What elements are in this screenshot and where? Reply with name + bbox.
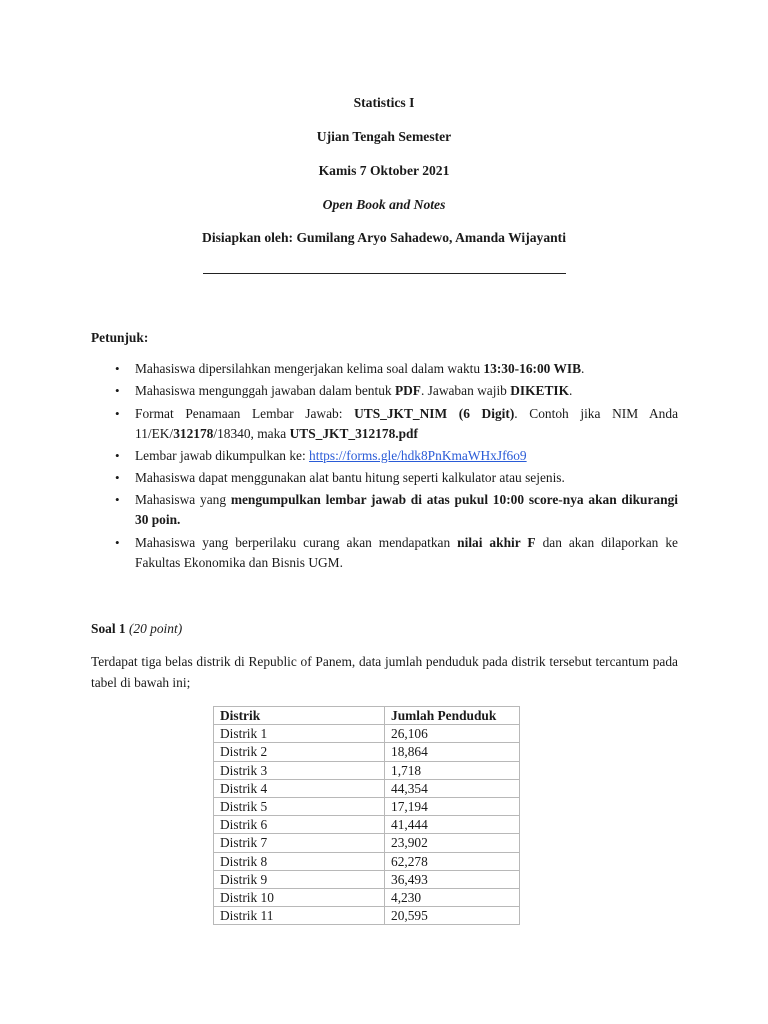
submission-form-link[interactable]: https://forms.gle/hdk8PnKmaWHxJf6o9 — [309, 447, 527, 463]
table-row: Distrik 1 26,106 — [214, 725, 520, 743]
population-table — [213, 706, 520, 925]
table-row: Distrik 10 4,230 — [214, 888, 520, 906]
table-row: Distrik 4 44,354 — [214, 779, 520, 797]
table-row: Distrik 8 62,278 — [214, 852, 520, 870]
table-row: Distrik 7 23,902 — [214, 834, 520, 852]
list-item: • Format Penamaan Lembar Jawab: UTS_JKT_NIM (6 Digit). Contoh jika NIM Anda 11/EK/312178/18340, maka UTS_JKT_312178.pdf — [91, 404, 678, 444]
table-row: Distrik 2 18,864 — [214, 743, 520, 761]
list-item: • Mahasiswa mengunggah jawaban dalam bentuk PDF. Jawaban wajib DIKETIK. — [91, 381, 678, 401]
question-1-points: (20 point) — [128, 621, 183, 636]
question-1-title: Soal 1 (20 point) — [91, 621, 183, 636]
list-item: • Mahasiswa yang mengumpulkan lembar jawab di atas pukul 10:00 score-nya akan dikurangi 30 poin. — [91, 490, 678, 530]
list-item: • Mahasiswa yang berperilaku curang akan mendapatkan nilai akhir F dan akan dilaporkan ke Fakultas Ekonomika dan Bisnis UGM. — [91, 533, 678, 573]
list-item: • Mahasiswa dipersilahkan mengerjakan kelima soal dalam waktu 13:30-16:00 WIB. — [91, 359, 678, 379]
table-row: Distrik 3 1,718 — [214, 761, 520, 779]
instructions-list — [91, 359, 678, 575]
table-row: Distrik 11 20,595 — [214, 907, 520, 925]
list-item: • Mahasiswa dapat menggunakan alat bantu hitung seperti kalkulator atau sejenis. — [91, 468, 678, 488]
question-1-paragraph: Terdapat tiga belas distrik di Republic of Panem, data jumlah penduduk pada distrik tersebut tercantum pada tabel di bawah ini; — [91, 654, 678, 690]
course-title: Statistics I — [353, 95, 415, 110]
exam-title: Ujian Tengah Semester — [316, 129, 452, 144]
instructions-heading: Petunjuk: — [91, 330, 149, 345]
column-header-population: Jumlah Penduduk — [385, 707, 520, 725]
table-header-row — [214, 707, 520, 725]
header-divider — [203, 273, 566, 274]
prepared-by: Disiapkan oleh: Gumilang Aryo Sahadewo, Amanda Wijayanti — [202, 230, 566, 245]
table-row: Distrik 9 36,493 — [214, 870, 520, 888]
exam-date: Kamis 7 Oktober 2021 — [318, 163, 450, 178]
exam-mode: Open Book and Notes — [322, 197, 446, 212]
column-header-district: Distrik — [214, 707, 385, 725]
list-item: • Lembar jawab dikumpulkan ke: https://forms.gle/hdk8PnKmaWHxJf6o9 — [91, 446, 678, 466]
table-row: Distrik 6 41,444 — [214, 816, 520, 834]
table-row: Distrik 5 17,194 — [214, 797, 520, 815]
